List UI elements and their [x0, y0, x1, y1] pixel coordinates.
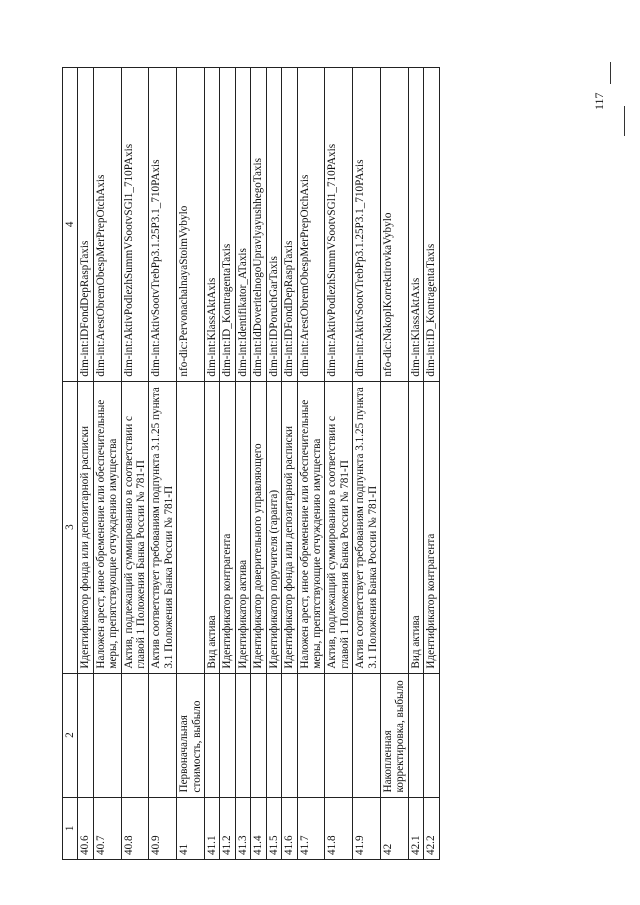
cell-c2 — [424, 673, 439, 797]
cell-c1: 40.9 — [149, 797, 177, 859]
cell-c4: dim-int:KlassAktAxis — [408, 68, 423, 382]
cell-c2 — [149, 673, 177, 797]
table-row — [78, 68, 93, 860]
cell-c1: 41.8 — [325, 797, 353, 859]
cell-c2 — [251, 673, 266, 797]
header-cell: 1 — [63, 797, 78, 859]
cell-c4: dim-int:ArestObremObespMerPrepOtchAxis — [297, 68, 325, 382]
cell-c1: 42.1 — [408, 797, 423, 859]
header-cell: 4 — [63, 68, 78, 382]
table-row — [235, 68, 250, 860]
data-table — [62, 67, 440, 860]
table-row — [251, 68, 266, 860]
cell-c3: Идентификатор контрагента — [220, 381, 235, 673]
table-row — [121, 68, 149, 860]
cell-c1: 41.1 — [205, 797, 220, 859]
cell-c1: 42 — [380, 797, 408, 859]
table-row — [205, 68, 220, 860]
cell-c3: Идентификатор актива — [235, 381, 250, 673]
cell-c2 — [93, 673, 121, 797]
table-row — [266, 68, 281, 860]
cell-c3: Актив соответствует требованиям подпункта 3.1.25 пункта 3.1 Положения Банка России № 781-П — [353, 381, 381, 673]
cell-c1: 42.2 — [424, 797, 439, 859]
cell-c1: 40.6 — [78, 797, 93, 859]
cell-c1: 41.7 — [297, 797, 325, 859]
cell-c3: Идентификатор фонда или депозитарной расписки — [282, 381, 297, 673]
cell-c2 — [325, 673, 353, 797]
header-cell: 3 — [63, 381, 78, 673]
cell-c1: 41.3 — [235, 797, 250, 859]
cell-c4: dim-int:IdDoveritelnogoUpravlyayushhegoTaxis — [251, 68, 266, 382]
table-row — [325, 68, 353, 860]
cell-c3: Актив, подлежащий суммированию в соответствии с главой 1 Положения Банка России № 781-П — [121, 381, 149, 673]
cell-c4: dim-int:ID_KontragentaTaxis — [220, 68, 235, 382]
cell-c1: 41.2 — [220, 797, 235, 859]
cell-c3: Идентификатор контрагента — [424, 381, 439, 673]
cell-c4: dim-int:Identifikator_ATaxis — [235, 68, 250, 382]
cell-c3: Актив, подлежащий суммированию в соответствии с главой 1 Положения Банка России № 781-П — [325, 381, 353, 673]
cell-c2 — [235, 673, 250, 797]
cell-c1: 41.9 — [353, 797, 381, 859]
table-row — [380, 68, 408, 860]
cell-c4: dim-int:IDPoruchGarTaxis — [266, 68, 281, 382]
cell-c2 — [297, 673, 325, 797]
cell-c1: 40.8 — [121, 797, 149, 859]
table-row — [220, 68, 235, 860]
cell-c4: dim-int:AktivPodlezhSummVSootvSGl1_710PAxis — [325, 68, 353, 382]
cell-c1: 40.7 — [93, 797, 121, 859]
cell-c2 — [78, 673, 93, 797]
cell-c2 — [266, 673, 281, 797]
table-row — [297, 68, 325, 860]
cell-c3: Идентификатор фонда или депозитарной расписки — [78, 381, 93, 673]
table-row — [408, 68, 423, 860]
cell-c2 — [205, 673, 220, 797]
cell-c3: Вид актива — [408, 381, 423, 673]
cell-c3 — [380, 381, 408, 673]
table-row — [424, 68, 439, 860]
cell-c3: Наложен арест, иное обременение или обеспечительные меры, препятствующие отчуждению имущества — [297, 381, 325, 673]
cell-c2: Первоначальная стоимость, выбыло — [177, 673, 205, 797]
header-cell: 2 — [63, 673, 78, 797]
cell-c4: nfo-dic:NakoplKorrektirovkaVybylo — [380, 68, 408, 382]
cell-c1: 41.4 — [251, 797, 266, 859]
cell-c3: Идентификатор доверительного управляющего — [251, 381, 266, 673]
cell-c3: Наложен арест, иное обременение или обеспечительные меры, препятствующие отчуждению имущества — [93, 381, 121, 673]
cell-c2 — [220, 673, 235, 797]
page-number: 117 — [592, 92, 606, 110]
cell-c3 — [177, 381, 205, 673]
cell-c4: dim-int:AktivSootvTrebPp3.1.25P3.1_710PAxis — [353, 68, 381, 382]
cell-c3: Актив соответствует требованиям подпункта 3.1.25 пункта 3.1 Положения Банка России № 781-П — [149, 381, 177, 673]
cell-c4: dim-int:ArestObremObespMerPrepOtchAxis — [93, 68, 121, 382]
cell-c1: 41 — [177, 797, 205, 859]
table-row — [93, 68, 121, 860]
cell-c4: dim-int:IDFondDepRaspTaxis — [78, 68, 93, 382]
cell-c2 — [408, 673, 423, 797]
cell-c2 — [353, 673, 381, 797]
cell-c3: Идентификатор поручителя (гаранта) — [266, 381, 281, 673]
cell-c3: Вид актива — [205, 381, 220, 673]
cell-c2 — [282, 673, 297, 797]
cell-c2 — [121, 673, 149, 797]
cell-c4: dim-int:AktivPodlezhSummVSootvSGl1_710PAxis — [121, 68, 149, 382]
cell-c4: dim-int:KlassAktAxis — [205, 68, 220, 382]
cell-c1: 41.5 — [266, 797, 281, 859]
table-row — [282, 68, 297, 860]
cell-c4: dim-int:AktivSootvTrebPp3.1.25P3.1_710PAxis — [149, 68, 177, 382]
cell-c2: Накопленная корректировка, выбыло — [380, 673, 408, 797]
cell-c4: nfo-dic:PervonachalnayaStoimVybylo — [177, 68, 205, 382]
cell-c1: 41.6 — [282, 797, 297, 859]
cell-c4: dim-int:IDFondDepRaspTaxis — [282, 68, 297, 382]
table-row — [177, 68, 205, 860]
table-header-row — [63, 68, 78, 860]
table-row — [149, 68, 177, 860]
table-row — [353, 68, 381, 860]
cell-c4: dim-int:ID_KontragentaTaxis — [424, 68, 439, 382]
